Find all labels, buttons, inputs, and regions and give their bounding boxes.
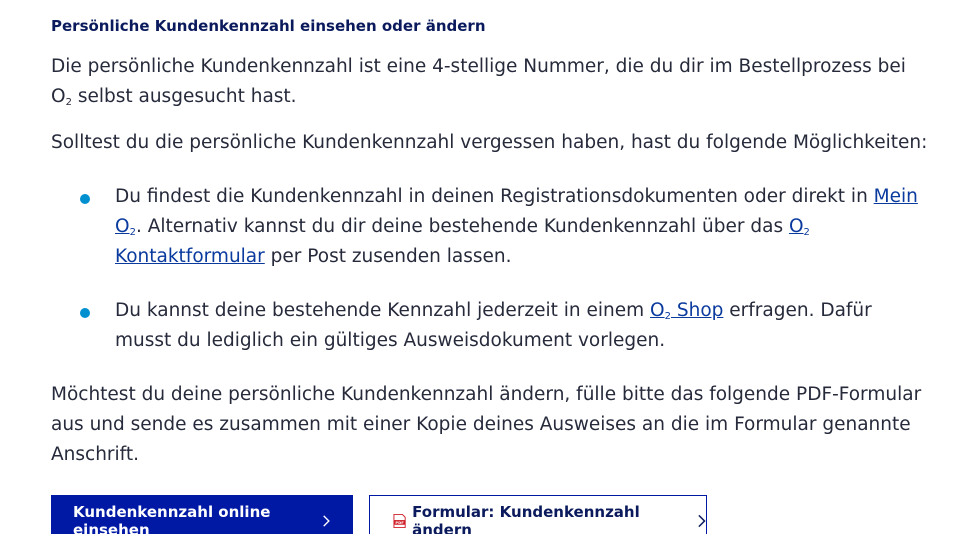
intro-text-before: Die persönliche Kundenkennzahl ist eine 4-stellige Nummer, die du dir im Bestellprozess bei [51,56,906,77]
form-change-button[interactable] [369,495,707,534]
mein-o2-link[interactable]: Mein $O_2$ [115,186,918,238]
view-online-button-label: Kundenkennzahl online einsehen [73,503,271,534]
change-paragraph: Möchtest du deine persönliche Kundenkennzahl ändern, fülle bitte das folgende PDF-Formular aus und sende es zusammen mit einer Kopie deines Ausweises an die im Formular genannte Anschrift. [51,384,922,465]
forgot-paragraph: Solltest du die persönliche Kundenkennzahl vergessen haben, hast du folgende Möglichkeiten: [51,132,928,153]
pdf-file-icon [393,513,406,529]
chevron-right-icon [322,513,331,529]
button-row [51,495,929,534]
brand-o2: $O_2$ [51,86,72,108]
options-list [51,182,929,356]
bullet-dot-icon [80,308,90,318]
o2-shop-link[interactable]: $O_2$ Shop [650,300,724,322]
pdf-icon-label: PDF [395,520,404,525]
intro-text-after: selbst ausgesucht hast. [71,86,297,107]
list-item: Du kannst deine bestehende Kennzahl jederzeit in einem $O_2$ Shop erfragen. Dafür musst du lediglich ein gültiges Ausweisdokument vorlegen. [51,296,929,356]
contact-form-link[interactable]: $O_2$ Kontaktformular [115,216,810,267]
section-heading: Persönliche Kundenkennzahl einsehen oder ändern [51,17,486,35]
bullet-dot-icon [80,194,90,204]
view-online-button[interactable] [51,495,353,534]
intro-paragraph [51,52,929,112]
chevron-right-icon [697,513,706,529]
form-change-button-label: Formular: Kundenkennzahl ändern [412,503,640,534]
list-item: Du findest die Kundenkennzahl in deinen Registrationsdokumenten oder direkt in Mein $O_2$. Alternativ kannst du dir deine bestehende Kundenkennzahl über das $O_2$ Kontaktformular per Post zusenden lassen. [51,182,929,272]
